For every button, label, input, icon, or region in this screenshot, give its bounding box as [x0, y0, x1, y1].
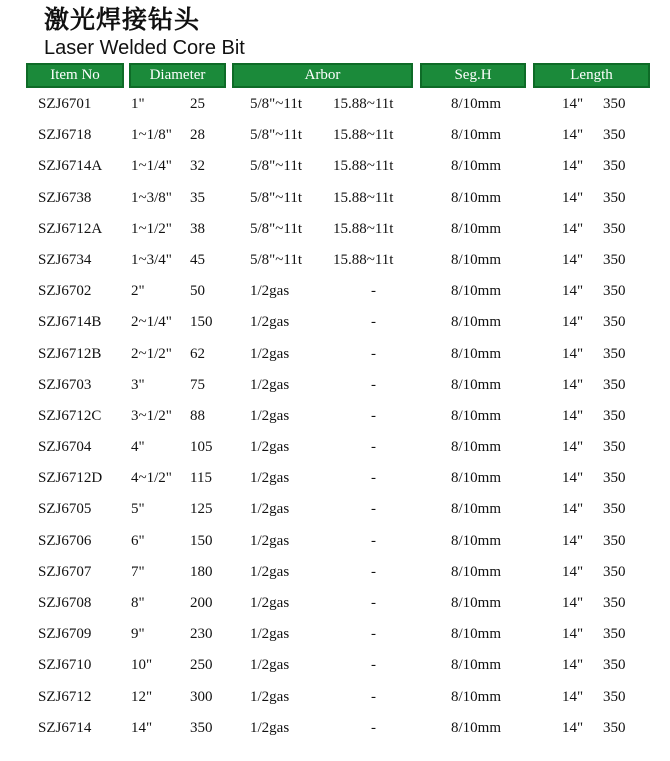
- cell-length-inch: 14": [562, 501, 584, 518]
- page-title-chinese: 激光焊接钻头: [44, 5, 201, 34]
- cell-arbor: 1/2gas: [250, 439, 290, 456]
- table-row: [0, 310, 670, 341]
- header-length: Length: [533, 63, 650, 88]
- header-seg-h: Seg.H: [420, 63, 526, 88]
- table-row: [0, 560, 670, 591]
- cell-seg-h: 8/10mm: [451, 376, 502, 393]
- cell-seg-h: 8/10mm: [451, 470, 502, 487]
- cell-arbor: 1/2gas: [250, 345, 290, 362]
- cell-length-mm: 350: [603, 345, 626, 362]
- cell-arbor-metric: -: [371, 407, 376, 424]
- cell-arbor: 5/8"~11t: [250, 220, 303, 237]
- cell-item-no: SZJ6734: [38, 251, 92, 268]
- cell-diameter-mm: 38: [190, 220, 205, 237]
- cell-item-no: SZJ6714: [38, 719, 92, 736]
- cell-arbor-metric: -: [371, 688, 376, 705]
- cell-arbor-metric: -: [371, 719, 376, 736]
- cell-arbor-metric: 15.88~11t: [333, 96, 394, 112]
- cell-diameter-inch: 3": [131, 376, 145, 393]
- cell-item-no: SZJ6701: [38, 96, 92, 112]
- cell-arbor-metric: -: [371, 657, 376, 674]
- cell-arbor-metric: -: [371, 563, 376, 580]
- cell-diameter-inch: 2~1/4": [131, 314, 172, 331]
- cell-length-mm: 350: [603, 470, 626, 487]
- cell-length-inch: 14": [562, 657, 584, 674]
- cell-item-no: SZJ6712C: [38, 407, 102, 424]
- cell-diameter-inch: 1": [131, 96, 145, 112]
- cell-arbor-metric: 15.88~11t: [333, 189, 394, 206]
- cell-length-mm: 350: [603, 563, 626, 580]
- cell-length-inch: 14": [562, 532, 584, 549]
- table-row: [0, 591, 670, 622]
- cell-arbor: 1/2gas: [250, 501, 290, 518]
- cell-diameter-mm: 200: [190, 595, 213, 611]
- cell-diameter-mm: 25: [190, 96, 205, 112]
- cell-diameter-mm: 115: [190, 470, 212, 487]
- cell-diameter-inch: 10": [131, 657, 153, 674]
- cell-diameter-inch: 7": [131, 563, 145, 580]
- cell-arbor: 1/2gas: [250, 532, 290, 549]
- cell-length-inch: 14": [562, 283, 584, 300]
- cell-length-mm: 350: [603, 657, 626, 674]
- cell-diameter-mm: 50: [190, 283, 205, 300]
- cell-length-mm: 350: [603, 220, 626, 237]
- cell-arbor-metric: -: [371, 626, 376, 643]
- table-row: [0, 497, 670, 528]
- cell-arbor-metric: -: [371, 283, 376, 300]
- cell-length-mm: 350: [603, 376, 626, 393]
- cell-arbor: 1/2gas: [250, 595, 290, 611]
- table-row: [0, 653, 670, 684]
- table-row: [0, 279, 670, 310]
- cell-arbor-metric: -: [371, 501, 376, 518]
- table-row: [0, 186, 670, 217]
- cell-diameter-inch: 1~3/8": [131, 189, 172, 206]
- cell-length-inch: 14": [562, 470, 584, 487]
- cell-diameter-mm: 230: [190, 626, 213, 643]
- page-title-english: Laser Welded Core Bit: [44, 37, 245, 59]
- cell-arbor-metric: -: [371, 439, 376, 456]
- cell-item-no: SZJ6714B: [38, 314, 102, 331]
- cell-arbor: 5/8"~11t: [250, 127, 303, 144]
- cell-diameter-mm: 150: [190, 532, 213, 549]
- cell-seg-h: 8/10mm: [451, 657, 502, 674]
- cell-arbor: 5/8"~11t: [250, 96, 303, 112]
- cell-seg-h: 8/10mm: [451, 189, 502, 206]
- cell-item-no: SZJ6712A: [38, 220, 103, 237]
- table-row: [0, 466, 670, 497]
- cell-length-mm: 350: [603, 314, 626, 331]
- cell-diameter-mm: 35: [190, 189, 205, 206]
- cell-seg-h: 8/10mm: [451, 127, 502, 144]
- cell-arbor: 5/8"~11t: [250, 251, 303, 268]
- table-row: [0, 622, 670, 653]
- cell-arbor: 1/2gas: [250, 376, 290, 393]
- table-row: [0, 92, 670, 123]
- cell-diameter-inch: 9": [131, 626, 145, 643]
- cell-diameter-mm: 105: [190, 439, 213, 456]
- cell-arbor-metric: -: [371, 470, 376, 487]
- cell-item-no: SZJ6712D: [38, 470, 103, 487]
- cell-diameter-mm: 300: [190, 688, 213, 705]
- cell-length-mm: 350: [603, 127, 626, 144]
- cell-arbor: 1/2gas: [250, 470, 290, 487]
- cell-item-no: SZJ6714A: [38, 158, 103, 175]
- header-arbor: Arbor: [232, 63, 413, 88]
- table-row: [0, 373, 670, 404]
- header-diameter: Diameter: [129, 63, 226, 88]
- cell-diameter-mm: 350: [190, 719, 213, 736]
- cell-arbor: 1/2gas: [250, 719, 290, 736]
- cell-item-no: SZJ6702: [38, 283, 92, 300]
- cell-arbor: 5/8"~11t: [250, 158, 303, 175]
- cell-diameter-inch: 6": [131, 532, 145, 549]
- cell-arbor: 1/2gas: [250, 626, 290, 643]
- cell-length-inch: 14": [562, 345, 584, 362]
- cell-arbor-metric: -: [371, 532, 376, 549]
- product-table: [0, 92, 670, 747]
- cell-length-mm: 350: [603, 283, 626, 300]
- cell-diameter-mm: 125: [190, 501, 213, 518]
- cell-arbor: 1/2gas: [250, 688, 290, 705]
- cell-diameter-inch: 8": [131, 595, 145, 611]
- table-row: [0, 248, 670, 279]
- cell-arbor: 1/2gas: [250, 657, 290, 674]
- cell-item-no: SZJ6703: [38, 376, 92, 393]
- cell-length-inch: 14": [562, 563, 584, 580]
- cell-item-no: SZJ6709: [38, 626, 92, 643]
- cell-length-inch: 14": [562, 626, 584, 643]
- cell-diameter-inch: 2": [131, 283, 145, 300]
- cell-diameter-mm: 62: [190, 345, 205, 362]
- cell-seg-h: 8/10mm: [451, 220, 502, 237]
- cell-diameter-inch: 1~1/2": [131, 220, 172, 237]
- cell-diameter-inch: 3~1/2": [131, 407, 172, 424]
- table-row: [0, 154, 670, 185]
- cell-item-no: SZJ6708: [38, 595, 92, 611]
- cell-length-mm: 350: [603, 439, 626, 456]
- cell-diameter-inch: 4": [131, 439, 145, 456]
- cell-arbor-metric: 15.88~11t: [333, 158, 394, 175]
- cell-length-mm: 350: [603, 532, 626, 549]
- cell-seg-h: 8/10mm: [451, 532, 502, 549]
- cell-item-no: SZJ6712: [38, 688, 92, 705]
- cell-arbor-metric: 15.88~11t: [333, 220, 394, 237]
- cell-length-inch: 14": [562, 96, 584, 112]
- cell-seg-h: 8/10mm: [451, 563, 502, 580]
- cell-seg-h: 8/10mm: [451, 158, 502, 175]
- cell-length-mm: 350: [603, 96, 626, 112]
- cell-length-inch: 14": [562, 251, 584, 268]
- cell-diameter-inch: 5": [131, 501, 145, 518]
- cell-seg-h: 8/10mm: [451, 345, 502, 362]
- cell-seg-h: 8/10mm: [451, 407, 502, 424]
- table-row: [0, 404, 670, 435]
- cell-length-inch: 14": [562, 220, 584, 237]
- cell-arbor: 1/2gas: [250, 314, 290, 331]
- cell-length-inch: 14": [562, 189, 584, 206]
- cell-arbor: 1/2gas: [250, 283, 290, 300]
- cell-arbor: 1/2gas: [250, 407, 290, 424]
- cell-diameter-mm: 28: [190, 127, 205, 144]
- header-item-no: Item No: [26, 63, 124, 88]
- cell-diameter-inch: 2~1/2": [131, 345, 172, 362]
- cell-item-no: SZJ6704: [38, 439, 92, 456]
- cell-length-inch: 14": [562, 376, 584, 393]
- cell-seg-h: 8/10mm: [451, 501, 502, 518]
- table-row: [0, 685, 670, 716]
- cell-diameter-inch: 1~3/4": [131, 251, 172, 268]
- cell-arbor-metric: -: [371, 345, 376, 362]
- table-row: [0, 217, 670, 248]
- cell-item-no: SZJ6738: [38, 189, 92, 206]
- cell-length-mm: 350: [603, 719, 626, 736]
- cell-diameter-mm: 45: [190, 251, 205, 268]
- table-row: [0, 716, 670, 747]
- cell-item-no: SZJ6705: [38, 501, 92, 518]
- cell-seg-h: 8/10mm: [451, 719, 502, 736]
- cell-seg-h: 8/10mm: [451, 96, 502, 112]
- cell-length-mm: 350: [603, 189, 626, 206]
- cell-item-no: SZJ6706: [38, 532, 92, 549]
- cell-length-inch: 14": [562, 158, 584, 175]
- cell-arbor: 1/2gas: [250, 563, 290, 580]
- cell-diameter-inch: 14": [131, 719, 153, 736]
- table-row: [0, 342, 670, 373]
- cell-seg-h: 8/10mm: [451, 283, 502, 300]
- cell-seg-h: 8/10mm: [451, 251, 502, 268]
- cell-arbor-metric: -: [371, 314, 376, 331]
- cell-item-no: SZJ6707: [38, 563, 92, 580]
- cell-item-no: SZJ6712B: [38, 345, 102, 362]
- cell-seg-h: 8/10mm: [451, 314, 502, 331]
- cell-seg-h: 8/10mm: [451, 688, 502, 705]
- cell-length-mm: 350: [603, 501, 626, 518]
- cell-length-inch: 14": [562, 314, 584, 331]
- cell-arbor-metric: -: [371, 595, 376, 611]
- cell-diameter-inch: 1~1/4": [131, 158, 172, 175]
- cell-length-inch: 14": [562, 719, 584, 736]
- cell-length-inch: 14": [562, 439, 584, 456]
- cell-item-no: SZJ6718: [38, 127, 92, 144]
- cell-arbor-metric: -: [371, 376, 376, 393]
- cell-length-mm: 350: [603, 158, 626, 175]
- cell-diameter-mm: 250: [190, 657, 213, 674]
- cell-length-inch: 14": [562, 688, 584, 705]
- table-row: [0, 435, 670, 466]
- cell-seg-h: 8/10mm: [451, 626, 502, 643]
- cell-seg-h: 8/10mm: [451, 595, 502, 611]
- cell-arbor-metric: 15.88~11t: [333, 127, 394, 144]
- cell-length-inch: 14": [562, 127, 584, 144]
- cell-diameter-inch: 1~1/8": [131, 127, 172, 144]
- cell-diameter-inch: 4~1/2": [131, 470, 172, 487]
- cell-length-inch: 14": [562, 595, 584, 611]
- cell-diameter-mm: 32: [190, 158, 205, 175]
- table-row: [0, 123, 670, 154]
- cell-diameter-mm: 150: [190, 314, 213, 331]
- cell-length-mm: 350: [603, 626, 626, 643]
- cell-diameter-mm: 88: [190, 407, 205, 424]
- cell-length-mm: 350: [603, 595, 626, 611]
- cell-length-mm: 350: [603, 251, 626, 268]
- cell-length-mm: 350: [603, 407, 626, 424]
- cell-diameter-mm: 180: [190, 563, 213, 580]
- cell-arbor-metric: 15.88~11t: [333, 251, 394, 268]
- cell-diameter-inch: 12": [131, 688, 153, 705]
- table-row: [0, 529, 670, 560]
- cell-length-mm: 350: [603, 688, 626, 705]
- cell-item-no: SZJ6710: [38, 657, 92, 674]
- cell-diameter-mm: 75: [190, 376, 205, 393]
- cell-arbor: 5/8"~11t: [250, 189, 303, 206]
- cell-seg-h: 8/10mm: [451, 439, 502, 456]
- cell-length-inch: 14": [562, 407, 584, 424]
